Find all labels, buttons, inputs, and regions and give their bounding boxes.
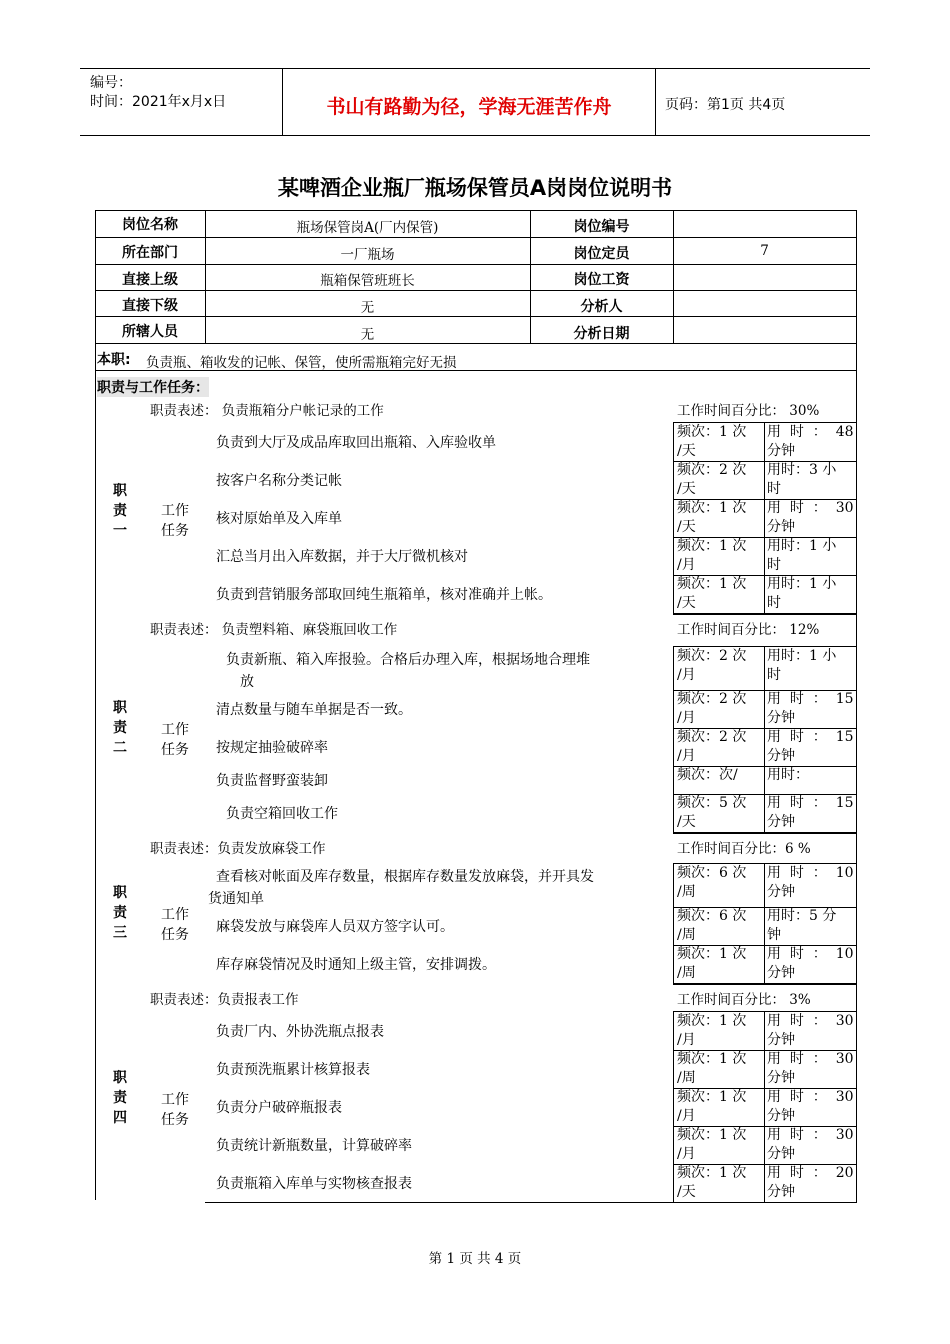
task-frequency-unit: /月 [677, 710, 696, 726]
value-core-duty: 负责瓶、箱收发的记帐、保管，使所需瓶箱完好无损 [146, 355, 457, 371]
task-frequency: 频次：2 次 [677, 462, 747, 478]
task-duration-unit: 分钟 [767, 748, 795, 764]
label-analyst: 分析人 [580, 299, 623, 315]
label-department: 所在部门 [122, 245, 178, 261]
task-cell-rule [673, 575, 674, 613]
task-cell-rule [673, 1088, 674, 1126]
task-text: 汇总当月出入库数据，并于大厅微机核对 [216, 549, 468, 565]
info-rule [95, 210, 857, 211]
task-frequency-unit: /天 [677, 519, 696, 535]
duty-separator-rule [673, 833, 857, 834]
task-frequency: 频次：1 次 [677, 538, 747, 554]
task-frequency-unit: /周 [677, 927, 696, 943]
duty-time-percent: 工作时间百分比： 30% [677, 403, 820, 419]
task-cell-rule [673, 1050, 674, 1088]
task-frequency: 频次：2 次 [677, 691, 747, 707]
task-label: 任务 [161, 1112, 189, 1128]
task-duration-unit: 分钟 [767, 965, 795, 981]
header-number: 编号： [90, 75, 132, 91]
task-text: 负责监督野蛮装卸 [216, 773, 328, 789]
duty-description: 职责表述：负责发放麻袋工作 [150, 841, 326, 857]
duty-label-char: 二 [113, 740, 127, 756]
task-text: 查看核对帐面及库存数量，根据库存数量发放麻袋，并开具发 [216, 869, 594, 885]
task-text: 负责空箱回收工作 [226, 806, 338, 822]
info-rule [95, 343, 857, 344]
task-text: 负责统计新瓶数量，计算破碎率 [216, 1138, 412, 1154]
task-duration-unit: 时 [767, 557, 781, 573]
task-frequency-unit: /天 [677, 1184, 696, 1200]
task-cell-rule [764, 1164, 765, 1202]
task-frequency-unit: /周 [677, 884, 696, 900]
header-motto: 书山有路勤为径，学海无涯苦作舟 [326, 96, 612, 118]
task-frequency-unit: /月 [677, 748, 696, 764]
duty-label-char: 三 [113, 925, 127, 941]
label-headcount: 岗位定员 [573, 246, 630, 262]
duty-separator-rule [673, 614, 857, 615]
value-supervisor: 瓶箱保管班班长 [320, 273, 415, 289]
task-cell-rule [673, 907, 674, 945]
task-duration-unit: 分钟 [767, 1184, 795, 1200]
task-cell-rule [764, 907, 765, 945]
task-cell-rule [673, 461, 674, 499]
task-duration: 用时：1 小 [767, 576, 837, 592]
header-divider-right [655, 68, 656, 136]
value-department: 一厂瓶场 [340, 247, 395, 263]
value-staff: 无 [360, 327, 375, 343]
task-frequency-unit: /天 [677, 481, 696, 497]
task-frequency: 频次：1 次 [677, 1127, 747, 1143]
task-cell-rule [673, 647, 674, 690]
task-frequency: 频次：6 次 [677, 908, 747, 924]
task-cell-rule [764, 461, 765, 499]
task-text: 清点数量与随车单据是否一致。 [216, 702, 412, 718]
task-frequency: 频次：1 次 [677, 424, 747, 440]
task-text: 麻袋发放与麻袋库人员双方签字认可。 [216, 919, 454, 935]
task-text: 库存麻袋情况及时通知上级主管，安排调拨。 [216, 957, 496, 973]
task-frequency: 频次：2 次 [677, 729, 747, 745]
task-duration: 用 时 ： 10 [767, 946, 854, 962]
duty-label-char: 职 [113, 885, 127, 901]
task-cell-rule [673, 945, 674, 983]
task-frequency: 频次：1 次 [677, 1089, 747, 1105]
task-frequency-unit: /天 [677, 595, 696, 611]
task-duration: 用 时 ： 30 [767, 1089, 854, 1105]
task-frequency: 频次：1 次 [677, 946, 747, 962]
task-frequency: 频次：2 次 [677, 648, 747, 664]
duty-label-char: 四 [113, 1110, 127, 1126]
task-cell-rule [764, 537, 765, 575]
value-post-name: 瓶场保管岗A(厂内保管) [296, 220, 439, 236]
duty-time-percent: 工作时间百分比： 12% [677, 622, 820, 638]
duty-time-percent: 工作时间百分比：6 % [677, 841, 811, 857]
task-frequency: 频次：1 次 [677, 576, 747, 592]
work-label: 工作 [161, 722, 189, 738]
task-duration: 用 时 ： 30 [767, 1013, 854, 1029]
header-page: 页码：第1页 共4页 [665, 97, 786, 113]
duty-label-char: 职 [113, 483, 127, 499]
task-frequency-unit: /月 [677, 1146, 696, 1162]
task-duration: 用 时 ： 30 [767, 1127, 854, 1143]
label-supervisor: 直接上级 [122, 272, 178, 288]
label-post-number: 岗位编号 [573, 219, 630, 235]
info-rule [95, 264, 857, 265]
task-cell-rule [764, 945, 765, 983]
task-duration: 用 时 ： 30 [767, 1051, 854, 1067]
task-text: 负责瓶箱入库单与实物核查报表 [216, 1176, 412, 1192]
duties-right-rule [856, 818, 857, 1202]
task-cell-rule [764, 690, 765, 728]
task-cell-rule [673, 690, 674, 728]
task-duration-unit: 钟 [767, 927, 781, 943]
task-duration-unit: 时 [767, 481, 781, 497]
duty-label-char: 责 [113, 905, 127, 921]
task-text: 按客户名称分类记帐 [216, 473, 342, 489]
task-cell-rule [764, 1088, 765, 1126]
task-text: 负责新瓶、箱入库报验。合格后办理入库，根据场地合理堆 [226, 652, 590, 668]
duty-label-char: 责 [113, 503, 127, 519]
duty-description: 职责表述：负责报表工作 [150, 992, 299, 1008]
label-staff: 所辖人员 [122, 324, 178, 340]
task-duration: 用时：1 小 [767, 648, 837, 664]
duty-label-char: 责 [113, 720, 127, 736]
value-subordinate: 无 [360, 300, 375, 316]
task-frequency: 频次：次/ [677, 767, 738, 783]
task-cell-rule [673, 766, 674, 794]
task-frequency-unit: /天 [677, 814, 696, 830]
task-frequency-unit: /月 [677, 1032, 696, 1048]
task-duration: 用 时 ： 48 [767, 424, 854, 440]
info-rule [673, 210, 674, 343]
task-cell-rule [673, 864, 674, 907]
task-frequency: 频次：5 次 [677, 795, 747, 811]
duty-label-char: 一 [113, 523, 127, 539]
task-label: 任务 [161, 742, 189, 758]
task-duration-unit: 分钟 [767, 1070, 795, 1086]
duty-label-char: 职 [113, 700, 127, 716]
task-cell-rule [764, 728, 765, 766]
duty-description: 职责表述： 负责瓶箱分户帐记录的工作 [150, 403, 384, 419]
page-footer: 第 1 页 共 4 页 [428, 1251, 522, 1267]
task-duration-unit: 时 [767, 667, 781, 683]
task-cell-rule [764, 1126, 765, 1164]
task-frequency-unit: /天 [677, 443, 696, 459]
task-text-cont: 放 [240, 674, 254, 690]
task-cell-rule [673, 794, 674, 832]
header-bottom-rule [80, 135, 870, 136]
duty-time-percent: 工作时间百分比： 3% [677, 992, 811, 1008]
task-frequency-unit: /周 [677, 965, 696, 981]
duty-label-char: 责 [113, 1090, 127, 1106]
task-duration-unit: 分钟 [767, 519, 795, 535]
task-cell-rule [673, 537, 674, 575]
task-text: 负责到营销服务部取回纯生瓶箱单，核对准确并上帐。 [216, 587, 552, 603]
task-text: 负责到大厅及成品库取回出瓶箱、入库验收单 [216, 435, 496, 451]
task-frequency: 频次：1 次 [677, 500, 747, 516]
task-duration: 用 时 ： 20 [767, 1165, 854, 1181]
task-duration: 用时：3 小 [767, 462, 837, 478]
label-post-name: 岗位名称 [122, 217, 178, 233]
task-text: 负责分户破碎瓶报表 [216, 1100, 342, 1116]
task-text: 按规定抽验破碎率 [216, 740, 328, 756]
task-text: 核对原始单及入库单 [216, 511, 342, 527]
task-duration-unit: 分钟 [767, 1146, 795, 1162]
task-frequency: 频次：1 次 [677, 1165, 747, 1181]
info-rule [856, 210, 857, 818]
task-duration: 用时：1 小 [767, 538, 837, 554]
duty-description: 职责表述： 负责塑料箱、麻袋瓶回收工作 [150, 622, 398, 638]
task-duration: 用时： [767, 767, 809, 783]
task-duration-unit: 分钟 [767, 710, 795, 726]
task-frequency-unit: /月 [677, 1108, 696, 1124]
task-duration: 用 时 ： 15 [767, 729, 854, 745]
task-text-cont: 货通知单 [208, 891, 264, 907]
duties-left-rule [95, 210, 96, 1200]
task-frequency: 频次：1 次 [677, 1013, 747, 1029]
task-cell-rule [673, 1126, 674, 1164]
label-analysis-date: 分析日期 [573, 326, 630, 342]
work-label: 工作 [161, 503, 189, 519]
task-cell-rule [673, 728, 674, 766]
task-cell-rule [764, 766, 765, 794]
task-cell-rule [764, 647, 765, 690]
label-subordinate: 直接下级 [122, 298, 178, 314]
duties-bottom-rule [205, 1202, 857, 1203]
task-duration-unit: 时 [767, 595, 781, 611]
task-duration-unit: 分钟 [767, 1032, 795, 1048]
task-duration-unit: 分钟 [767, 1108, 795, 1124]
task-duration: 用时：5 分 [767, 908, 837, 924]
info-rule [95, 316, 857, 317]
task-cell-rule [673, 1012, 674, 1050]
task-label: 任务 [161, 523, 189, 539]
task-duration-unit: 分钟 [767, 884, 795, 900]
task-cell-rule [764, 794, 765, 832]
task-cell-rule [673, 499, 674, 537]
task-cell-rule [764, 1050, 765, 1088]
label-salary: 岗位工资 [573, 272, 630, 288]
task-cell-rule [673, 423, 674, 461]
value-headcount: 7 [760, 243, 769, 259]
info-rule [95, 237, 857, 238]
task-duration-unit: 分钟 [767, 443, 795, 459]
task-duration: 用 时 ： 15 [767, 795, 854, 811]
task-duration: 用 时 ： 15 [767, 691, 854, 707]
header-date: 时间：2021年x月x日 [90, 94, 227, 110]
page-title: 某啤酒企业瓶厂瓶场保管员A岗岗位说明书 [277, 176, 673, 200]
task-cell-rule [764, 1012, 765, 1050]
duty-label-char: 职 [113, 1070, 127, 1086]
task-duration: 用 时 ： 30 [767, 500, 854, 516]
duty-separator-rule [673, 984, 857, 985]
task-cell-rule [764, 499, 765, 537]
task-frequency-unit: /月 [677, 557, 696, 573]
task-text: 负责预洗瓶累计核算报表 [216, 1062, 370, 1078]
task-duration-unit: 分钟 [767, 814, 795, 830]
task-frequency-unit: /周 [677, 1070, 696, 1086]
info-rule [95, 290, 857, 291]
task-label: 任务 [161, 927, 189, 943]
work-label: 工作 [161, 1092, 189, 1108]
task-cell-rule [764, 575, 765, 613]
task-cell-rule [764, 864, 765, 907]
task-frequency: 频次：1 次 [677, 1051, 747, 1067]
header-top-rule [80, 68, 870, 69]
task-duration: 用 时 ： 10 [767, 865, 854, 881]
task-frequency-unit: /月 [677, 667, 696, 683]
task-frequency: 频次：6 次 [677, 865, 747, 881]
tasks-heading: 职责与工作任务： [97, 377, 209, 397]
task-cell-rule [764, 423, 765, 461]
label-core-duty: 本职: [97, 352, 131, 368]
task-text: 负责厂内、外协洗瓶点报表 [216, 1024, 384, 1040]
task-cell-rule [673, 1164, 674, 1202]
work-label: 工作 [161, 907, 189, 923]
